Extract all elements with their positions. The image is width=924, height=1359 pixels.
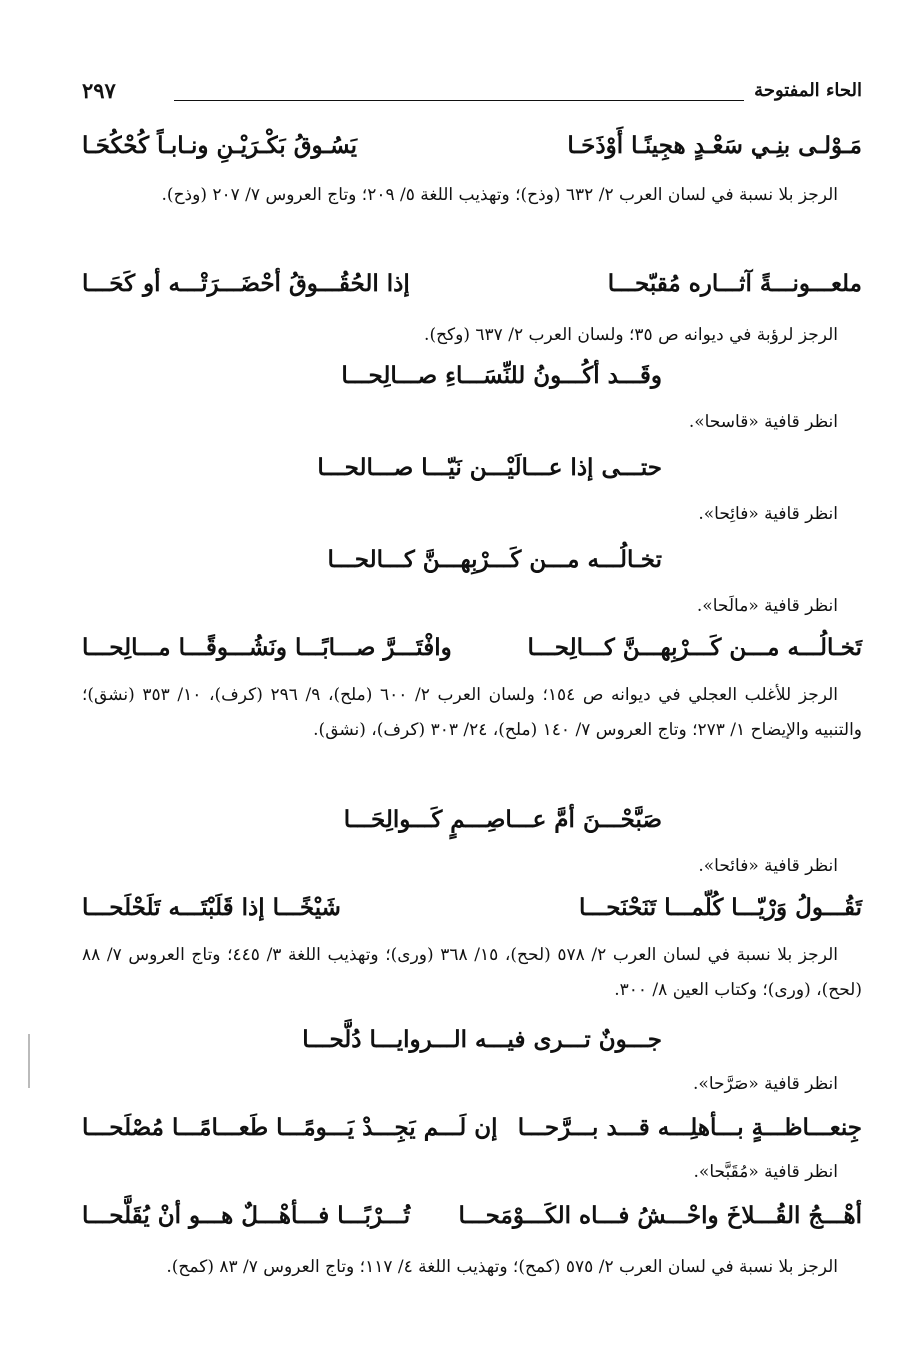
single-verse: تخـالُـــه مـــن كَـــرْبِهـــنَّ كـــالحـــا bbox=[327, 546, 662, 573]
header-rule bbox=[174, 100, 744, 101]
page-header bbox=[82, 78, 862, 118]
second-hemistich: تُـــرْبًـــا فـــأهْـــلٌ هـــو أنْ يُقَلَّحـــا bbox=[82, 1202, 411, 1229]
rhyme-reference: انظر قافية «فائِحا». bbox=[698, 504, 838, 524]
first-hemistich: جِنعـــاظـــةٍ بـــأهلِـــه قـــد بـــرَّحـــا bbox=[517, 1114, 862, 1141]
verse-line bbox=[82, 132, 862, 176]
source-note: الرجز بلا نسبة في لسان العرب ٢/ ٥٧٥ (كمح)؛ وتهذيب اللغة ٤/ ١١٧؛ وتاج العروس ٧/ ٨٣ (كمح). bbox=[166, 1257, 838, 1277]
verse-line bbox=[82, 634, 862, 678]
first-hemistich: تَقُـــولُ وَرْيّـــا كُلّمـــا تَنَحْنَحـــا bbox=[579, 894, 862, 921]
rhyme-reference: انظر قافية «مالَحا». bbox=[696, 596, 838, 616]
first-hemistich: تَخـالُـــه مـــن كَـــرْبِهـــنَّ كـــالِحـــا bbox=[527, 634, 862, 661]
verse-line bbox=[82, 894, 862, 938]
second-hemistich: يَسُـوقُ بَكْـرَيْـنِ ونـابـاً كُحْكُحَـا bbox=[82, 132, 358, 159]
first-hemistich: ملعـــونـــةً آثـــاره مُقبّحـــا bbox=[607, 270, 862, 297]
single-verse: صَبَّحْـــنَ أمَّ عـــاصِـــمٍ كَـــوالِحَـــا bbox=[343, 806, 662, 833]
rhyme-reference: انظر قافية «صَرَّحا». bbox=[693, 1074, 838, 1094]
verse-line bbox=[82, 1114, 862, 1158]
source-note: الرجز بلا نسبة في لسان العرب ٢/ ٥٧٨ (لحح)، ١٥/ ٣٦٨ (ورى)؛ وتهذيب اللغة ٣/ ٤٤٥؛ وتاج العروس ٧/ ٨٨ (لحح)، (ورى)؛ وكتاب العين ٨/ ٣٠٠. bbox=[82, 945, 862, 1000]
second-hemistich: إن لَـــم يَجِـــدْ يَـــومًـــا طَعـــامًـــا مُصْلَحـــا bbox=[82, 1114, 498, 1141]
verse-line bbox=[82, 1202, 862, 1246]
scan-margin-mark bbox=[28, 1034, 30, 1088]
first-hemistich: مَـوْلـى بنِـي سَعْـدٍ هجِينًـا أَوْذَحَـا bbox=[567, 132, 862, 159]
rhyme-reference: انظر قافية «فائحا». bbox=[698, 856, 838, 876]
single-verse: وقَـــد أكُـــونُ للنِّسَـــاءِ صـــالِحـــا bbox=[341, 362, 662, 389]
second-hemistich: وافْتَـــرَّ صـــابًـــا ونَشُـــوقًـــا مـــالِحـــا bbox=[82, 634, 452, 661]
source-note: الرجز بلا نسبة في لسان العرب ٢/ ٦٣٢ (وذح)؛ وتهذيب اللغة ٥/ ٢٠٩؛ وتاج العروس ٧/ ٢٠٧ (وذح). bbox=[161, 185, 838, 205]
source-note: الرجز لرؤبة في ديوانه ص ٣٥؛ ولسان العرب ٢/ ٦٣٧ (وكح). bbox=[424, 325, 838, 345]
rhyme-reference: انظر قافية «قاسحا». bbox=[688, 412, 838, 432]
single-verse: جـــونٌ تـــرى فيـــه الـــروايـــا دُلَّحـــا bbox=[302, 1026, 662, 1053]
page-number: ٢٩٧ bbox=[82, 78, 116, 103]
rhyme-reference: انظر قافية «مُقَبَّحا». bbox=[693, 1162, 838, 1182]
second-hemistich: إذا الحُقُـــوقُ أحْضَـــرَتْـــه أو كَحَـــا bbox=[82, 270, 410, 297]
source-note: الرجز للأغلب العجلي في ديوانه ص ١٥٤؛ ولسان العرب ٢/ ٦٠٠ (ملح)، ٩/ ٢٩٦ (كرف)، ١٠/ ٣٥٣ (نشق)؛ والتنبيه والإيضاح ١/ ٢٧٣؛ وتاج العروس ٧/ ١٤٠ (ملح)، ٢٤/ ٣٠٣ (كرف)، (نشق). bbox=[82, 685, 862, 740]
first-hemistich: أهْـــجُ القُـــلاخَ واحْـــشُ فـــاه الكَـــوْمَحـــا bbox=[458, 1202, 862, 1229]
verse-line bbox=[82, 270, 862, 314]
single-verse: حتـــى إذا عـــالَيْـــن نَيّـــا صـــالحـــا bbox=[317, 454, 662, 481]
second-hemistich: شَيْخًـــا إذا قَلَبْتَـــه تَلَحْلَحـــا bbox=[82, 894, 341, 921]
chapter-title: الحاء المفتوحة bbox=[754, 80, 862, 101]
